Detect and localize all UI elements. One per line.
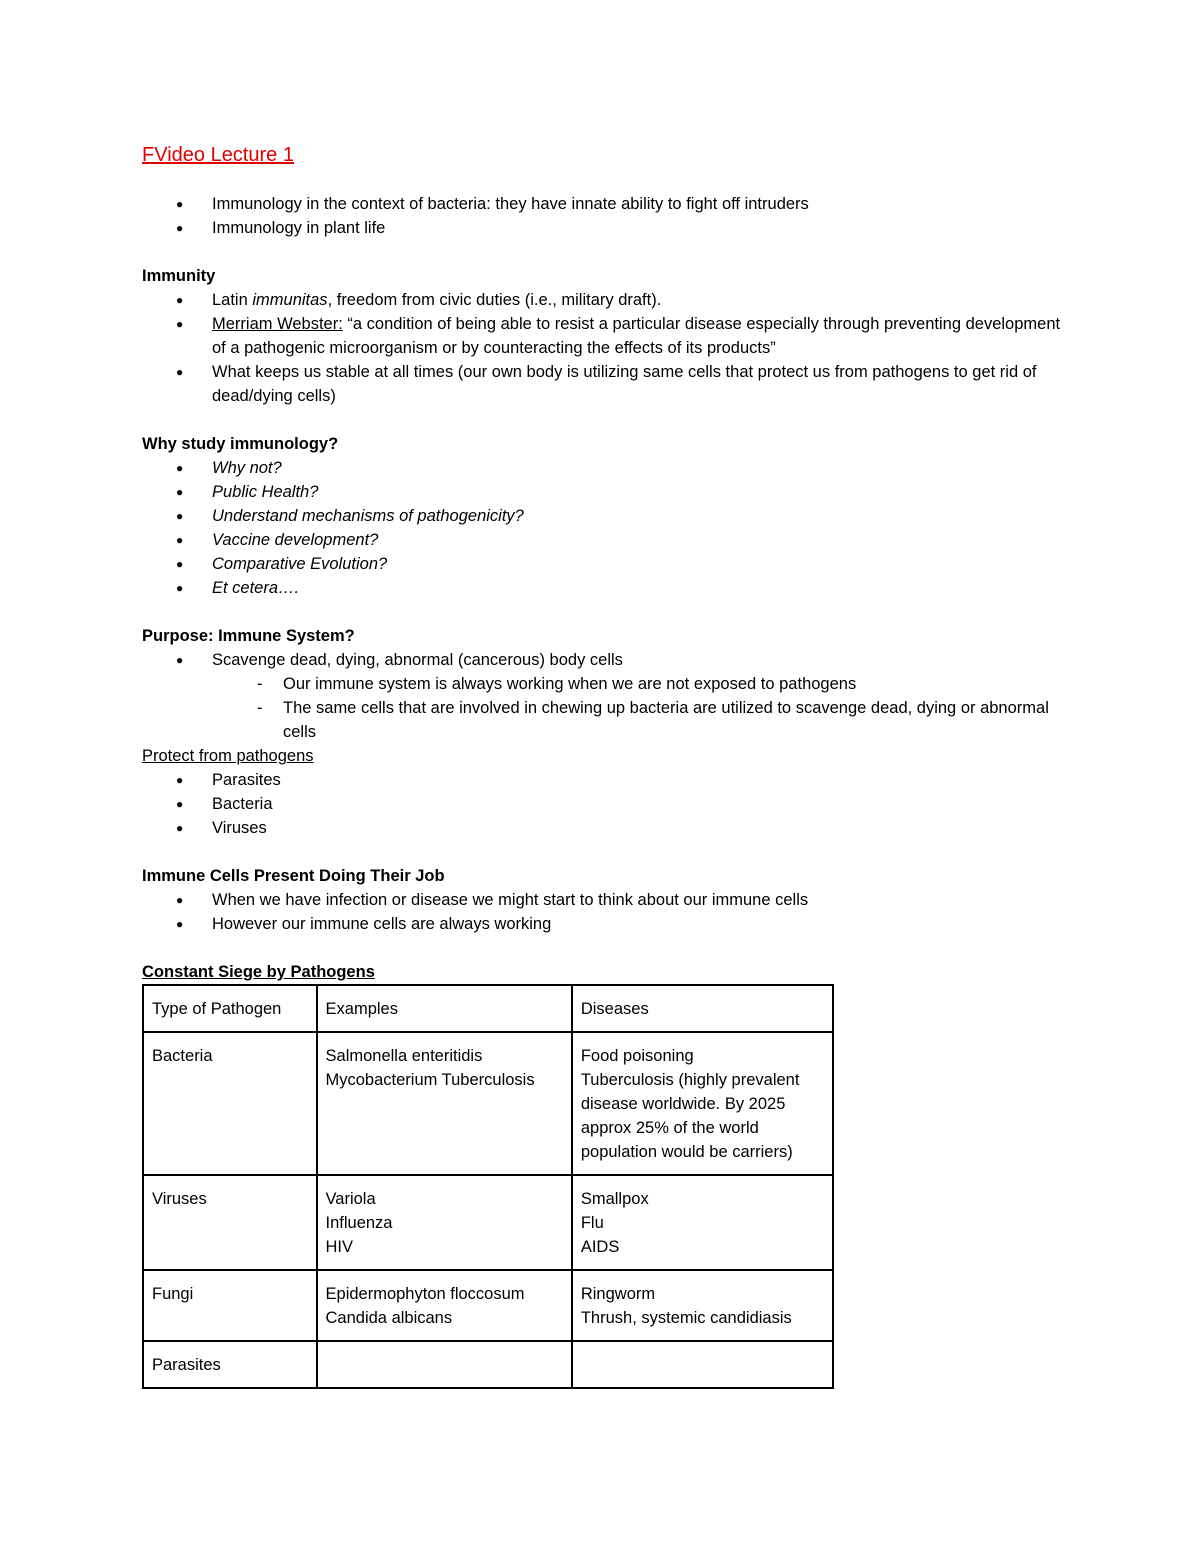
- purpose-list: [142, 648, 1062, 672]
- list-item: ● Comparative Evolution?: [142, 552, 1062, 576]
- pathogen-type-cell: Fungi: [143, 1270, 317, 1341]
- example-item: Epidermophyton floccosum: [325, 1285, 525, 1303]
- sub-list-item: - Our immune system is always working when we are not exposed to pathogens: [142, 672, 1062, 696]
- disease-item: Tuberculosis (highly prevalent disease worldwide. By 2025 approx 25% of the world population would be carriers): [580, 1071, 800, 1161]
- disease-item: Ringworm: [580, 1285, 656, 1303]
- document-page: [142, 140, 1062, 1389]
- table-title: Constant Siege by Pathogens: [142, 963, 375, 981]
- diseases-cell: [572, 1270, 833, 1341]
- table-row: [143, 1175, 833, 1270]
- list-item: ● Public Health?: [142, 480, 1062, 504]
- list-item: [142, 312, 1062, 360]
- examples-cell: [317, 1341, 572, 1388]
- list-item: ● What keeps us stable at all times (our own body is utilizing same cells that protect us from pathogens to get rid of dead/dying cells): [142, 360, 1062, 408]
- list-item: ● Vaccine development?: [142, 528, 1062, 552]
- siege-section: [142, 960, 1062, 1389]
- why-list: [142, 456, 1062, 600]
- column-header: Type of Pathogen: [143, 985, 317, 1032]
- document-title: FVideo Lecture 1: [142, 144, 294, 166]
- diseases-cell: [572, 1175, 833, 1270]
- cells-section: [142, 864, 1062, 936]
- purpose-section: [142, 624, 1062, 840]
- example-item: Candida albicans: [325, 1309, 453, 1327]
- example-item: Salmonella enteritidis: [325, 1047, 483, 1065]
- pathogen-table: [142, 984, 834, 1389]
- table-row: [143, 1032, 833, 1175]
- cells-list: [142, 888, 1062, 936]
- list-item: ● Parasites: [142, 768, 1062, 792]
- diseases-cell: [572, 1341, 833, 1388]
- protect-list: [142, 768, 1062, 840]
- pathogen-type-cell: Bacteria: [143, 1032, 317, 1175]
- table-row: [143, 1270, 833, 1341]
- table-header-row: [143, 985, 833, 1032]
- section-heading: Purpose: Immune System?: [142, 627, 355, 645]
- disease-item: Thrush, systemic candidiasis: [580, 1309, 792, 1327]
- source-name: Merriam Webster:: [212, 315, 343, 333]
- disease-item: Food poisoning: [580, 1047, 694, 1065]
- list-item: ● Scavenge dead, dying, abnormal (cancerous) body cells: [142, 648, 1062, 672]
- pathogen-type-cell: Viruses: [143, 1175, 317, 1270]
- example-item: HIV: [325, 1238, 354, 1256]
- list-item: ● Why not?: [142, 456, 1062, 480]
- protect-heading: Protect from pathogens: [142, 747, 314, 765]
- definition-text: “a condition of being able to resist a particular disease especially through preventing development of a pathogenic microorganism or by counteracting the effects of its products”: [212, 315, 1061, 357]
- example-item: Influenza: [325, 1214, 393, 1232]
- list-item: ● Bacteria: [142, 792, 1062, 816]
- list-item: ● Understand mechanisms of pathogenicity?: [142, 504, 1062, 528]
- item-text: Latin: [212, 291, 253, 309]
- list-item: ● However our immune cells are always working: [142, 912, 1062, 936]
- purpose-sublist: [142, 672, 1062, 744]
- latin-term: immunitas: [252, 291, 328, 309]
- section-heading: Why study immunology?: [142, 435, 339, 453]
- item-text: , freedom from civic duties (i.e., military draft).: [327, 291, 662, 309]
- why-section: [142, 432, 1062, 600]
- list-item: ● When we have infection or disease we might start to think about our immune cells: [142, 888, 1062, 912]
- intro-section: [142, 192, 1062, 240]
- examples-cell: [317, 1032, 572, 1175]
- intro-list: [142, 192, 1062, 240]
- disease-item: Smallpox: [580, 1190, 649, 1208]
- list-item: ● Viruses: [142, 816, 1062, 840]
- example-item: Mycobacterium Tuberculosis: [325, 1071, 535, 1089]
- list-item: [142, 288, 1062, 312]
- diseases-cell: [572, 1032, 833, 1175]
- example-item: Variola: [325, 1190, 376, 1208]
- disease-item: AIDS: [580, 1238, 620, 1256]
- section-heading: Immunity: [142, 267, 216, 285]
- column-header: Examples: [317, 985, 572, 1032]
- examples-cell: [317, 1270, 572, 1341]
- column-header: Diseases: [572, 985, 833, 1032]
- pathogen-type-cell: Parasites: [143, 1341, 317, 1388]
- immunity-section: [142, 264, 1062, 408]
- sub-list-item: - The same cells that are involved in chewing up bacteria are utilized to scavenge dead, dying or abnormal cells: [142, 696, 1062, 744]
- list-item: ● Et cetera….: [142, 576, 1062, 600]
- examples-cell: [317, 1175, 572, 1270]
- section-heading: Immune Cells Present Doing Their Job: [142, 867, 445, 885]
- list-item: ● Immunology in plant life: [142, 216, 1062, 240]
- disease-item: Flu: [580, 1214, 604, 1232]
- immunity-list: [142, 288, 1062, 408]
- list-item: ● Immunology in the context of bacteria: they have innate ability to fight off intruders: [142, 192, 1062, 216]
- table-row: [143, 1341, 833, 1388]
